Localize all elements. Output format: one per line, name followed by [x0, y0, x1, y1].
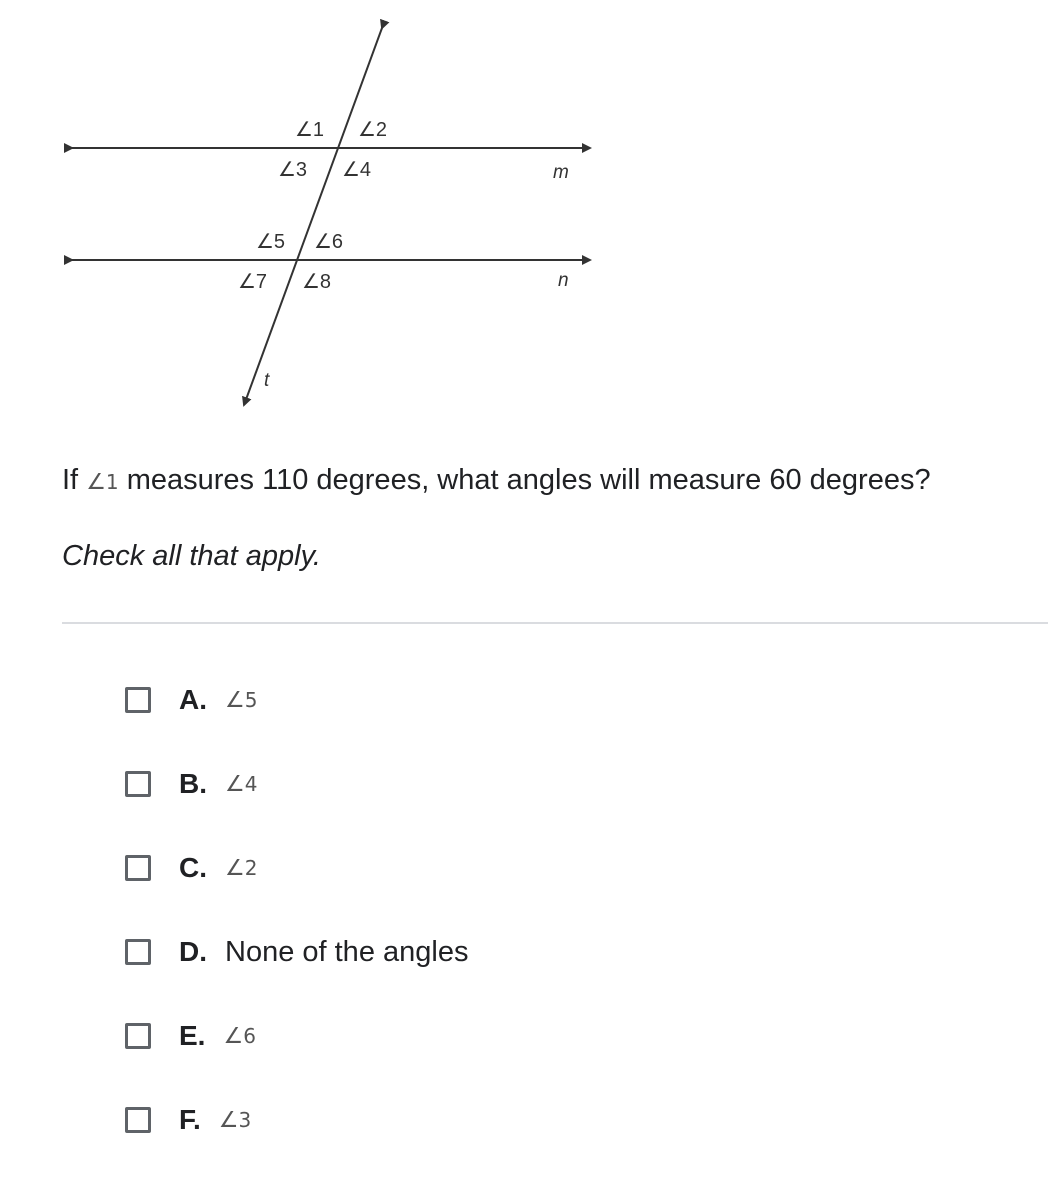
angle-symbol-icon: ∠	[86, 470, 106, 495]
option-c-checkbox[interactable]	[125, 855, 151, 881]
line-label-t: t	[264, 370, 270, 391]
option-d[interactable]	[125, 932, 468, 972]
angle-label-8: ∠8	[302, 271, 332, 293]
angle-symbol-icon: ∠	[223, 1023, 244, 1049]
instruction-text: Check all that apply.	[62, 540, 321, 572]
option-a-checkbox[interactable]	[125, 687, 151, 713]
option-f-text: 3	[238, 1108, 252, 1132]
option-f[interactable]	[125, 1100, 468, 1140]
option-f-checkbox[interactable]	[125, 1107, 151, 1133]
option-a[interactable]	[125, 680, 468, 720]
transversal-t	[244, 28, 382, 405]
option-e[interactable]	[125, 1016, 468, 1056]
question-suffix: measures 110 degrees, what angles will measure 60 degrees?	[126, 464, 931, 496]
angle-label-3: ∠3	[278, 159, 308, 181]
angle-label-7: ∠7	[238, 271, 268, 293]
angle-symbol-icon: ∠	[225, 687, 245, 713]
answer-options-list	[125, 680, 468, 1184]
option-e-letter: E.	[179, 1020, 206, 1051]
angle-symbol-icon: ∠	[218, 1107, 239, 1133]
angle-label-6: ∠6	[314, 231, 344, 253]
angle-label-4: ∠4	[342, 159, 372, 181]
option-a-text: 5	[244, 688, 258, 712]
option-b-checkbox[interactable]	[125, 771, 151, 797]
option-c-text: 2	[244, 856, 258, 880]
option-f-letter: F.	[179, 1104, 201, 1135]
question-prefix: If	[62, 464, 79, 496]
option-e-text: 6	[243, 1024, 256, 1048]
option-c[interactable]	[125, 848, 468, 888]
parallel-lines-transversal-diagram	[0, 0, 640, 440]
option-c-letter: C.	[179, 852, 207, 883]
option-b-text: 4	[244, 772, 258, 796]
option-a-letter: A.	[179, 684, 207, 715]
question-angle-number: 1	[105, 470, 119, 494]
angle-symbol-icon: ∠	[225, 855, 245, 881]
option-d-letter: D.	[179, 936, 207, 967]
divider	[62, 622, 1048, 624]
option-b-letter: B.	[179, 768, 207, 799]
line-label-n: n	[558, 270, 569, 291]
line-label-m: m	[553, 162, 569, 183]
question-text	[62, 460, 931, 503]
angle-label-1: ∠1	[295, 119, 325, 141]
angle-label-5: ∠5	[256, 231, 286, 253]
angle-symbol-icon: ∠	[225, 771, 245, 797]
option-b[interactable]	[125, 764, 468, 804]
option-d-text: None of the angles	[225, 935, 469, 968]
angle-label-2: ∠2	[358, 119, 388, 141]
option-d-checkbox[interactable]	[125, 939, 151, 965]
option-e-checkbox[interactable]	[125, 1023, 151, 1049]
